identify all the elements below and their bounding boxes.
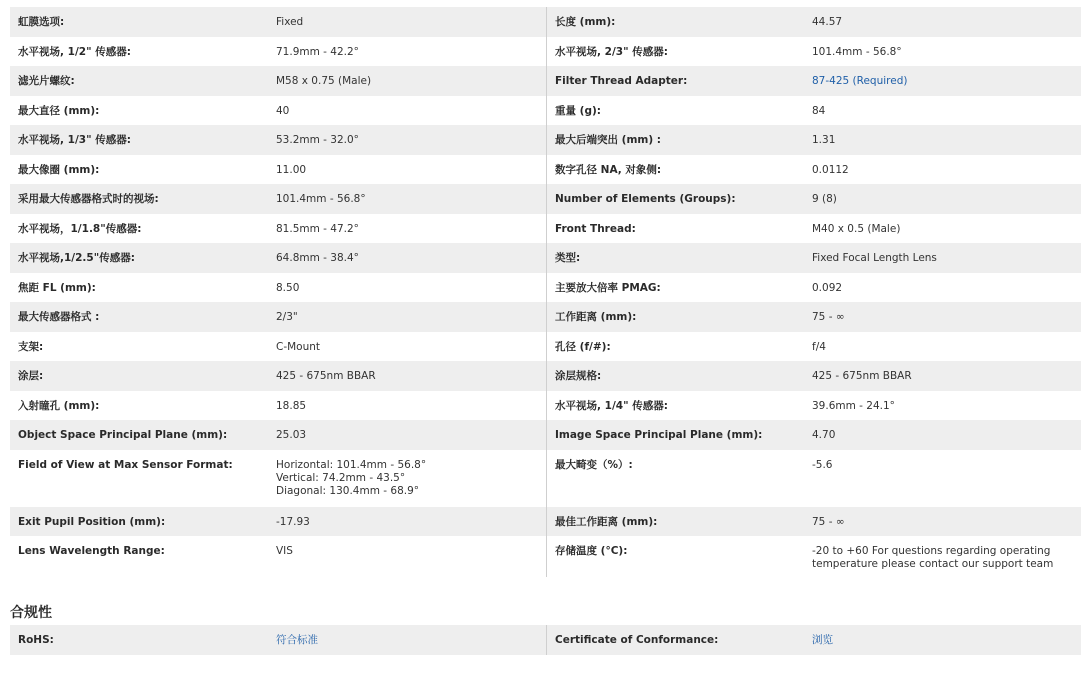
table-row xyxy=(10,391,1081,421)
spec-label: 焦距 FL (mm): xyxy=(18,281,96,294)
table-row xyxy=(10,420,1081,450)
spec-label: 支架: xyxy=(18,340,44,353)
spec-value: 53.2mm - 32.0° xyxy=(276,134,359,146)
spec-label: 水平视场, 1/4" 传感器: xyxy=(555,399,668,412)
spec-label: 水平视场，1/1.8"传感器: xyxy=(18,222,142,235)
spec-label: 存储温度 (°C): xyxy=(555,545,628,557)
spec-label: 水平视场, 2/3" 传感器: xyxy=(555,45,668,58)
spec-value: 425 - 675nm BBAR xyxy=(812,370,912,382)
spec-label: 主要放大倍率 PMAG: xyxy=(555,281,661,294)
table-row xyxy=(10,7,1081,37)
spec-label: 虹膜选项: xyxy=(18,16,65,28)
table-row xyxy=(10,450,1081,507)
spec-label: Front Thread: xyxy=(555,222,636,235)
table-row xyxy=(10,37,1081,67)
spec-value: 425 - 675nm BBAR xyxy=(276,370,376,382)
spec-label: 水平视场,1/2.5"传感器: xyxy=(18,252,135,264)
spec-value: 40 xyxy=(276,104,290,117)
spec-value: 4.70 xyxy=(812,429,836,441)
certificate-label: Certificate of Conformance: xyxy=(555,634,719,646)
spec-label: 最大畸变（%）: xyxy=(555,458,633,471)
spec-label: 涂层规格: xyxy=(555,370,602,382)
spec-value: f/4 xyxy=(812,340,826,353)
spec-label: Image Space Principal Plane (mm): xyxy=(555,429,763,441)
spec-value: 75 - ∞ xyxy=(812,515,845,528)
spec-label: 最佳工作距离 (mm): xyxy=(555,515,658,528)
table-row xyxy=(10,184,1081,214)
spec-value: 81.5mm - 47.2° xyxy=(276,222,359,235)
compliance-table xyxy=(10,625,1081,655)
spec-label: Object Space Principal Plane (mm): xyxy=(18,429,228,441)
filter-adapter-link[interactable]: 87-425 (Required) xyxy=(812,75,908,87)
spec-label: 重量 (g): xyxy=(555,104,601,117)
spec-label: 最大后端突出 (mm) : xyxy=(555,134,661,146)
spec-label: 工作距离 (mm): xyxy=(555,311,637,323)
spec-label: 长度 (mm): xyxy=(555,16,616,28)
table-row xyxy=(10,625,1081,655)
spec-value: VIS xyxy=(276,545,293,557)
spec-value: 1.31 xyxy=(812,134,836,146)
spec-value: -5.6 xyxy=(812,458,833,471)
table-row xyxy=(10,507,1081,537)
table-row xyxy=(10,155,1081,185)
spec-value: 75 - ∞ xyxy=(812,311,845,323)
spec-label: 孔径 (f/#): xyxy=(555,340,611,353)
table-row xyxy=(10,273,1081,303)
spec-value: C-Mount xyxy=(276,340,321,353)
table-row xyxy=(10,125,1081,155)
spec-label: 水平视场, 1/2" 传感器: xyxy=(18,45,131,58)
spec-label: Field of View at Max Sensor Format: xyxy=(18,458,233,471)
spec-label: 最大直径 (mm): xyxy=(18,104,100,117)
spec-label: Filter Thread Adapter: xyxy=(555,75,688,87)
spec-label: 水平视场, 1/3" 传感器: xyxy=(18,134,131,146)
spec-value: M58 x 0.75 (Male) xyxy=(276,75,372,87)
spec-value: 71.9mm - 42.2° xyxy=(276,45,359,58)
table-row xyxy=(10,536,1081,577)
table-row xyxy=(10,332,1081,362)
spec-label: Lens Wavelength Range: xyxy=(18,545,165,557)
spec-label: Number of Elements (Groups): xyxy=(555,193,736,205)
spec-value: 18.85 xyxy=(276,399,307,412)
rohs-link[interactable]: 符合标准 xyxy=(276,634,318,646)
spec-value: 39.6mm - 24.1° xyxy=(812,399,895,412)
spec-value: 64.8mm - 38.4° xyxy=(276,252,359,264)
spec-value: Horizontal: 101.4mm - 56.8° Vertical: 74.2mm - 43.5° Diagonal: 130.4mm - 68.9° xyxy=(276,458,427,497)
table-row xyxy=(10,361,1081,391)
compliance-heading: 合规性 xyxy=(10,605,52,621)
spec-value: M40 x 0.5 (Male) xyxy=(812,222,901,235)
spec-value: 101.4mm - 56.8° xyxy=(812,45,902,58)
spec-value: -20 to +60 For questions regarding operating temperature please contact our support team xyxy=(812,545,1054,570)
table-row xyxy=(10,96,1081,126)
spec-label: 最大像圈 (mm): xyxy=(18,163,100,176)
spec-value: 2/3" xyxy=(276,311,298,323)
spec-label: Exit Pupil Position (mm): xyxy=(18,515,166,528)
spec-value: Fixed Focal Length Lens xyxy=(812,252,937,264)
spec-value: 84 xyxy=(812,104,826,117)
spec-label: 滤光片螺纹: xyxy=(18,75,75,87)
spec-label: 入射瞳孔 (mm): xyxy=(18,399,100,412)
table-row xyxy=(10,66,1081,96)
certificate-view-link[interactable]: 浏览 xyxy=(812,634,833,646)
spec-label: 类型: xyxy=(555,252,581,264)
spec-label: 涂层: xyxy=(18,370,44,382)
spec-value: 44.57 xyxy=(812,16,843,28)
spec-label: 采用最大传感器格式时的视场: xyxy=(18,193,159,205)
spec-value: 25.03 xyxy=(276,429,307,441)
spec-value: 11.00 xyxy=(276,163,307,176)
table-row xyxy=(10,243,1081,273)
table-row xyxy=(10,302,1081,332)
spec-value: 0.0112 xyxy=(812,163,849,176)
spec-value: 0.092 xyxy=(812,281,843,294)
table-row xyxy=(10,214,1081,244)
spec-value: Fixed xyxy=(276,16,304,28)
specifications-table xyxy=(10,7,1081,577)
spec-value: 8.50 xyxy=(276,281,300,294)
rohs-label: RoHS: xyxy=(18,634,54,646)
spec-label: 数字孔径 NA, 对象侧: xyxy=(555,163,662,176)
spec-value: 101.4mm - 56.8° xyxy=(276,193,366,205)
spec-label: 最大传感器格式 : xyxy=(18,311,100,323)
spec-value: -17.93 xyxy=(276,515,310,528)
spec-value: 9 (8) xyxy=(812,193,837,205)
